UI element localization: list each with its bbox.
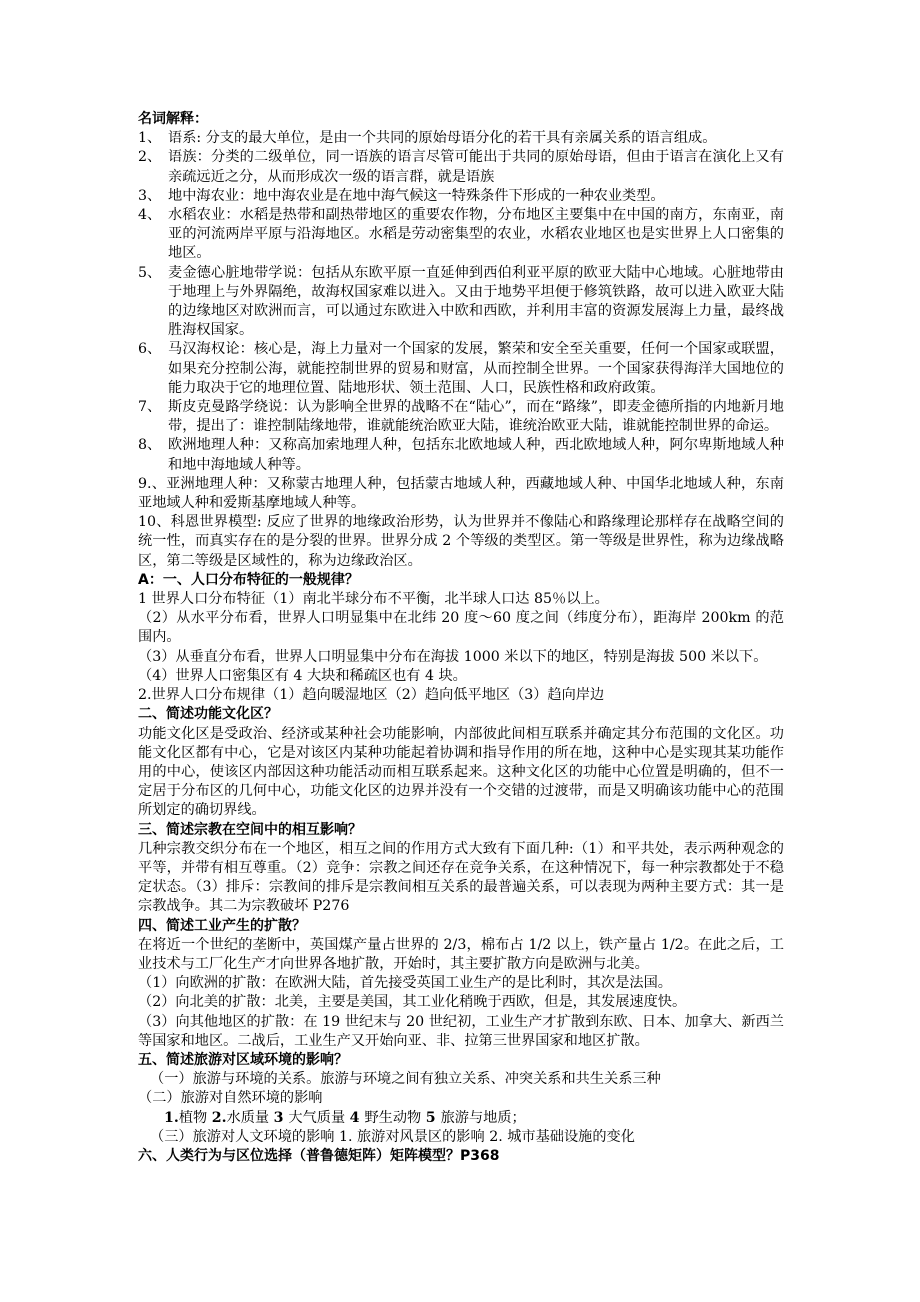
section-2-text: 功能文化区是受政治、经济或某种社会功能影响，内部彼此间相互联系并确定其分布范围的文化区。功能文化区都有中心，它是对该区内某种功能起着协调和指导作用的所在地，这种中心是实现其某功能作用的中心，使该区内部因这种功能活动而相互联系起来。这种文化区的功能中心位置是明确的，但不一定居于分布区的几何中心，功能文化区的边界并没有一个交错的过渡带，而是又明确该功能中心的范围所划定的确切界线。 xyxy=(138,725,784,819)
term-text: 语系: 分支的最大单位，是由一个共同的原始母语分化的若干具有亲属关系的语言组成。 xyxy=(168,130,717,147)
section-5-list: 1.植物 2.水质量 3 大气质量 4 野生动物 5 旅游与地质； xyxy=(164,1109,526,1126)
term-item xyxy=(138,187,784,206)
page-title: 名词解释： xyxy=(138,111,208,127)
section-a-line: （4）世界人口密集区有 4 大块和稀疏区也有 4 块。 xyxy=(138,667,467,684)
section-3-text: 几种宗教交织分布在一个地区，相互之间的作用方式大致有下面几种:（1）和平共处，表示两种观念的平等，并带有相互尊重。（2）竞争：宗教之间还存在竞争关系，在这种情况下，每一种宗教都处于不稳定状态。（3）排斥：宗教间的排斥是宗教间相互关系的最普遍关系，可以表现为两种主要方式：其一是宗教战争。其二为宗教破坏 P276 xyxy=(138,840,784,915)
term-number: 1、 xyxy=(138,130,162,147)
section-5-heading: 五、简述旅游对区域环境的影响？ xyxy=(138,1051,348,1068)
term-text: 麦金德心脏地带学说：包括从东欧平原一直延伸到西伯利亚平原的欧亚大陆中心地域。心脏地带由于地理上与外界隔绝，故海权国家难以进入。又由于地势平坦便于修筑铁路，故可以进入欧亚大陆的边缘地区对欧洲而言，可以通过东欧进入中欧和西欧，并利用丰富的资源发展海上力量，最终战胜海权国家。 xyxy=(168,264,784,339)
term-item xyxy=(138,436,784,474)
term-text: 语族：分类的二级单位，同一语族的语言尽管可能出于共同的原始母语，但由于语言在演化上又有亲疏远近之分，从而形成次一级的语言群，就是语族 xyxy=(168,149,784,185)
term-number: 2、 xyxy=(138,149,162,166)
section-4-line: （3）向其他地区的扩散：在 19 世纪末与 20 世纪初，工业生产才扩散到东欧、日本、加拿大、新西兰等国家和地区。二战后，工业生产又开始向亚、非、拉第三世界国家和地区扩散。 xyxy=(138,1013,784,1049)
term-item xyxy=(138,264,784,341)
term-number: 7、 xyxy=(138,399,162,416)
term-number: 3、 xyxy=(138,187,162,204)
section-4-line: 在将近一个世纪的垄断中，英国煤产量占世界的 2/3，棉布占 1/2 以上，铁产量占 1/2。在此之后，工业技术与工厂化生产才向世界各地扩散，开始时，其主要扩散方向是欧洲与北美。 xyxy=(138,936,784,972)
section-4-line: （2）向北美的扩散：北美，主要是美国，其工业化稍晚于西欧，但是，其发展速度快。 xyxy=(138,994,687,1011)
section-3-heading: 三、简述宗教在空间中的相互影响？ xyxy=(138,821,362,838)
term-text: 水稻农业：水稻是热带和副热带地区的重要农作物，分布地区主要集中在中国的南方，东南亚，南亚的河流两岸平原与沿海地区。水稻是劳动密集型的农业，水稻农业地区也是实世界上人口密集的地区。 xyxy=(168,207,784,262)
term-item xyxy=(138,206,784,264)
section-6-heading: 六、人类行为与区位选择（普鲁德矩阵）矩阵模型？P368 xyxy=(138,1147,500,1164)
section-a-line: （3）从垂直分布看，世界人口明显集中分布在海拔 1000 米以下的地区，特别是海拔 500 米以下。 xyxy=(138,648,768,665)
section-a-line: 1 世界人口分布特征（1）南北半球分布不平衡，北半球人口达 85％以上。 xyxy=(138,591,609,608)
term-number: 4、 xyxy=(138,207,162,224)
section-5-line: （二）旅游对自然环境的影响 xyxy=(138,1090,323,1107)
term-text: 欧洲地理人种：又称高加索地理人种，包括东北欧地域人种，西北欧地域人种，阿尔卑斯地域人种和地中海地域人种等。 xyxy=(168,437,784,473)
section-a-heading: A：一、人口分布特征的一般规律？ xyxy=(138,571,359,588)
term-item xyxy=(138,148,784,186)
term-text: 地中海农业：地中海农业是在地中海气候这一特殊条件下形成的一种农业类型。 xyxy=(168,187,665,204)
term-number: 5、 xyxy=(138,264,162,281)
section-5-line: （三）旅游对人文环境的影响 1. 旅游对风景区的影响 2. 城市基础设施的变化 xyxy=(150,1128,635,1145)
term-item xyxy=(138,398,784,436)
term-item xyxy=(138,129,784,148)
section-4-line: （1）向欧洲的扩散：在欧洲大陆，首先接受英国工业生产的是比利时，其次是法国。 xyxy=(138,975,672,992)
term-number: 6、 xyxy=(138,341,162,358)
term-item-9: 9.、亚洲地理人种：又称蒙古地理人种，包括蒙古地域人种，西藏地域人种、中国华北地域人种，东南亚地域人种和爱斯基摩地域人种等。 xyxy=(138,475,784,512)
section-4-heading: 四、简述工业产生的扩散？ xyxy=(138,917,306,934)
term-list xyxy=(138,129,784,475)
term-number: 8、 xyxy=(138,437,162,454)
section-a-line: 2.世界人口分布规律（1）趋向暖湿地区（2）趋向低平地区（3）趋向岸边 xyxy=(138,687,605,704)
term-text: 斯皮克曼路学绕说：认为影响全世界的战略不在“陆心”，而在“路缘”，即麦金德所指的内地新月地带，提出了：谁控制陆缘地带，谁就能统治欧亚大陆，谁统治欧亚大陆，谁就能控制世界的命运。 xyxy=(168,399,784,435)
document-page xyxy=(138,110,784,1166)
section-2-heading: 二、简述功能文化区？ xyxy=(138,706,278,723)
term-text: 马汉海权论：核心是，海上力量对一个国家的发展，繁荣和安全至关重要，任何一个国家或联盟，如果充分控制公海，就能控制世界的贸易和财富，从而控制全世界。一个国家获得海洋大国地位的能力取决于它的地理位置、陆地形状、领土范围、人口，民族性格和政府政策。 xyxy=(168,341,784,396)
section-5-line: （一）旅游与环境的关系。旅游与环境之间有独立关系、冲突关系和共生关系三种 xyxy=(150,1071,661,1088)
term-item-10: 10、科恩世界模型: 反应了世界的地缘政治形势，认为世界并不像陆心和路缘理论那样存在战略空间的统一性，而真实存在的是分裂的世界。世界分成 2 个等级的类型区。第一等级是世界性，称为边缘战略区，第二等级是区域性的，称为边缘政治区。 xyxy=(138,514,784,569)
section-a-line: （2）从水平分布看，世界人口明显集中在北纬 20 度～60 度之间（纬度分布），距海岸 200km 的范围内。 xyxy=(138,610,784,646)
term-item xyxy=(138,340,784,398)
